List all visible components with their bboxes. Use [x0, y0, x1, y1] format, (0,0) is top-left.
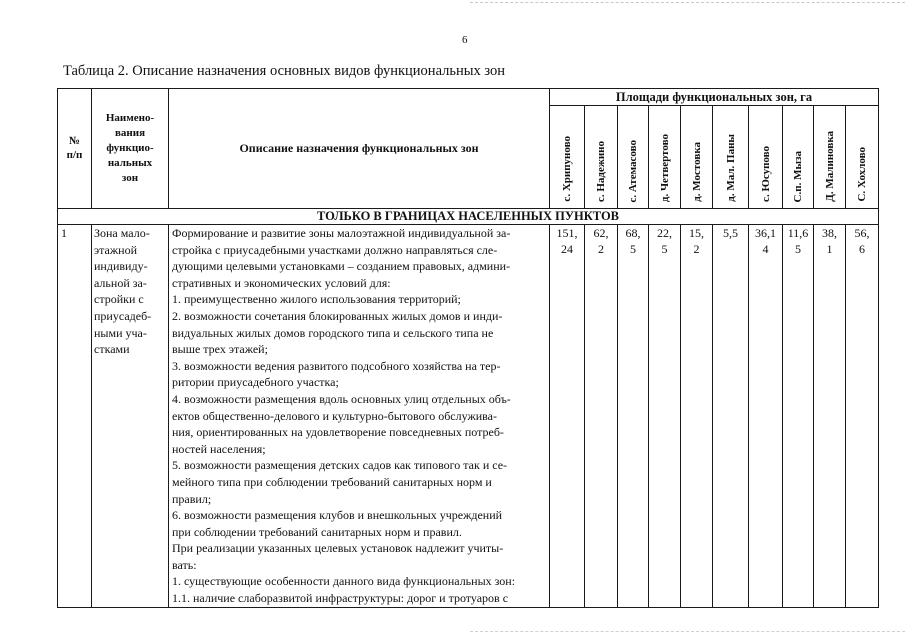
page-number: 6: [462, 34, 468, 46]
description-line: ния, ориентированных на удовлетворение повседневных потреб-: [172, 425, 504, 440]
area-value: [783, 225, 814, 608]
header-num: [58, 89, 92, 209]
description-line: ритории приусадебного участка;: [172, 375, 339, 390]
area-value-line: 151,: [556, 226, 578, 240]
area-value-line: 11,6: [787, 226, 809, 240]
header-settlement: [618, 106, 649, 209]
area-value: [681, 225, 713, 608]
area-value-line: 4: [762, 242, 769, 256]
area-value: [846, 225, 879, 608]
settlement-label: С.п. Мыза: [792, 150, 804, 202]
description-line: 1. преимущественно жилого использования территорий;: [172, 292, 461, 307]
description-line: При реализации указанных целевых установок надлежит учиты-: [172, 541, 504, 556]
area-value: [550, 225, 585, 608]
header-areas-title: Площади функциональных зон, га: [550, 89, 879, 106]
area-value-line: 2: [693, 242, 700, 256]
description-line: Формирование и развитие зоны малоэтажной индивидуальной за-: [172, 226, 511, 240]
description-line: 4. возможности размещения вдоль основных улиц отдельных объ-: [172, 391, 511, 406]
settlement-label: д. Четвертово: [658, 133, 671, 202]
zone-name-line: альной за-: [94, 275, 147, 290]
header-settlement: [550, 106, 585, 209]
header-settlement: [713, 106, 749, 209]
header-name-line: нальных: [107, 156, 153, 169]
description-line: 3. возможности ведения развитого подсобного хозяйства на тер-: [172, 358, 501, 373]
header-description: Описание назначения функциональных зон: [169, 89, 550, 209]
settlement-label: С. Хохлово: [856, 147, 868, 202]
area-value: [585, 225, 618, 608]
area-value-line: 56,: [854, 226, 870, 240]
area-value-line: 2: [598, 242, 604, 256]
header-num-line: п/п: [66, 148, 83, 161]
settlement-label: с. Юсупово: [759, 146, 772, 202]
settlement-label: Д. Малиновка: [823, 131, 836, 202]
area-value: [749, 225, 783, 608]
zone-name-line: стками: [94, 342, 130, 357]
header-settlement: [681, 106, 713, 209]
table-row: [58, 225, 879, 608]
header-settlement: [783, 106, 814, 209]
area-value-line: 24: [561, 242, 573, 256]
zone-description: [169, 225, 550, 608]
zone-name-line: ными уча-: [94, 325, 147, 340]
area-value-line: 6: [859, 242, 865, 256]
scan-edge-top: [470, 2, 905, 3]
header-name-line: зон: [121, 171, 139, 184]
description-line: 5. возможности размещения детских садов как типового так и се-: [172, 458, 508, 473]
header-name-line: Наимено-: [105, 112, 155, 125]
description-line: выше трех этажей;: [172, 342, 268, 357]
header-settlement: [749, 106, 783, 209]
settlement-label: д. Мостовка: [690, 142, 703, 202]
area-value-line: 5: [630, 242, 636, 256]
header-name: [92, 89, 169, 209]
area-value: [649, 225, 681, 608]
description-line: 2. возможности сочетания блокированных жилых домов и инди-: [172, 308, 503, 323]
zone-name-line: приусадеб-: [94, 308, 152, 323]
settlement-label: с. Надежино: [595, 140, 607, 202]
zone-name-line: этажной: [94, 242, 138, 257]
area-value-line: 68,: [625, 226, 641, 240]
description-line: стройка с приусадебными участками должно направляться сле-: [172, 242, 498, 257]
header-name-line: функцио-: [106, 142, 154, 155]
header-num-line: №: [68, 134, 81, 147]
description-line: мейного типа при соблюдении требований санитарных норм и: [172, 474, 492, 489]
area-value-line: 5,5: [723, 226, 738, 240]
description-line: ектов общественно-делового и культурно-бытового обслужива-: [172, 408, 498, 423]
area-value-line: 38,: [822, 226, 837, 240]
description-line: дующими целевыми установками – созданием правовых, админи-: [172, 259, 511, 274]
settlement-label: с. Атемасово: [627, 139, 639, 202]
zone-name: [92, 225, 169, 608]
area-value: [713, 225, 749, 608]
zone-name-line: индивиду-: [94, 259, 148, 274]
description-line: вать:: [172, 557, 197, 572]
description-line: 1.1. наличие слаборазвитой инфраструктуры: дорог и тротуаров с: [172, 591, 509, 606]
description-line: ностей населения;: [172, 441, 266, 456]
area-value-line: 22,: [657, 226, 672, 240]
description-line: стративных и экономических условий для:: [172, 275, 391, 290]
header-settlement: [814, 106, 846, 209]
area-value-line: 62,: [593, 226, 609, 240]
area-value-line: 15,: [689, 226, 704, 240]
zone-name-line: стройки с: [94, 292, 144, 307]
description-line: видуальных жилых домов городского типа и сельского типа не: [172, 325, 494, 340]
area-value-line: 5: [661, 242, 668, 256]
header-settlement: [649, 106, 681, 209]
description-line: 1. существующие особенности данного вида функциональных зон:: [172, 574, 516, 589]
area-value-line: 36,1: [755, 226, 776, 240]
table-caption: Таблица 2. Описание назначения основных видов функциональных зон: [63, 63, 506, 79]
area-value: [814, 225, 846, 608]
description-line: правил;: [172, 491, 212, 506]
area-value-line: 5: [795, 242, 801, 256]
zones-table: [57, 88, 879, 608]
row-number: 1: [58, 225, 92, 608]
description-line: при соблюдении требований санитарных норм и правил.: [172, 524, 462, 539]
header-settlement: [846, 106, 879, 209]
area-value-line: 1: [826, 242, 833, 256]
description-line: 6. возможности размещения клубов и внешкольных учреждений: [172, 508, 503, 523]
header-name-line: вания: [114, 127, 146, 140]
scan-edge-bottom: [470, 631, 905, 632]
section-title: ТОЛЬКО В ГРАНИЦАХ НАСЕЛЕННЫХ ПУНКТОВ: [58, 209, 879, 225]
header-settlement: [585, 106, 618, 209]
settlement-label: д. Мал. Паны: [724, 134, 737, 202]
zone-name-line: Зона мало-: [94, 226, 150, 240]
area-value: [618, 225, 649, 608]
settlement-label: с. Хрипуново: [561, 136, 573, 202]
